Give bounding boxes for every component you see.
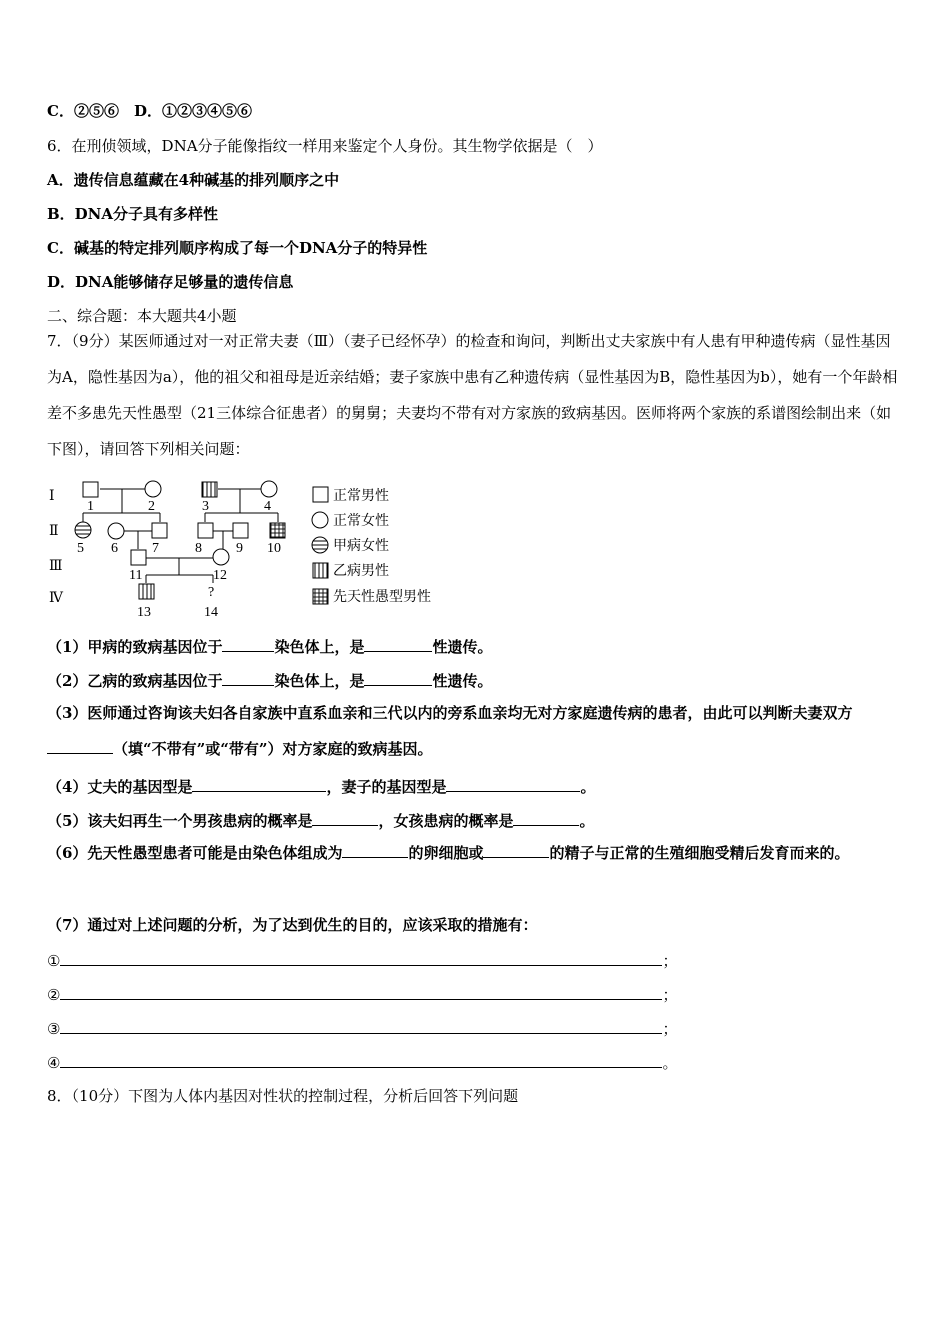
subquestion-text: 染色体上，是 [274,638,365,656]
subquestion-6 [47,835,905,871]
subquestion-4 [47,776,595,797]
measure-end: ； [662,1020,678,1038]
legend-label: 乙病男性 [333,564,389,579]
measure-line-2 [47,984,677,1005]
measure-number: ④ [47,1054,61,1072]
measure-number: ① [47,952,61,970]
legend-label: 正常男性 [333,489,389,504]
subquestion-text: 的卵细胞或 [408,844,484,862]
answer-blank[interactable] [446,776,580,792]
answer-blank[interactable] [312,810,378,826]
answer-blank[interactable] [192,776,326,792]
subquestion-text: ，女孩患病的概率是 [378,812,514,830]
subquestion-text: ，妻子的基因型是 [326,778,447,796]
question-7-stem: 7．（9分）某医师通过对一对正常夫妻（Ⅲ）（妻子已经怀孕）的检查和询问，判断出丈夫家族中有人患有甲种遗传病（显性基因为A，隐性基因为a），他的祖父和祖母是近亲结婚；妻子家族中患有乙种遗传病（显性基因为B，隐性基因为b），她有一个年龄相差不多患先天性愚型（21三体综合征患者）的舅舅；夫妻均不带有对方家族的致病基因。医师将两个家族的系谱图绘制出来（如下图），请回答下列相关问题： [47,332,898,458]
subquestion-text: （3）医师通过咨询该夫妇各自家族中直系血亲和三代以内的旁系血亲均无对方家庭遗传病的患者，由此可以判断夫妻双方 [47,704,853,722]
measure-number: ③ [47,1020,61,1038]
subquestion-text: （6）先天性愚型患者可能是由染色体组成为 [47,844,343,862]
individual-number: 12 [213,568,227,583]
pedigree-chart [45,475,465,625]
individual-number: 3 [202,499,209,514]
individual-number: 5 [77,541,84,556]
section-heading: 二、综合题：本大题共4小题 [47,307,237,325]
individual-number: 7 [152,541,159,556]
subquestion-1 [47,636,492,657]
subquestion-text: 染色体上，是 [274,672,365,690]
individual-number: 11 [129,568,143,583]
measure-line-3 [47,1018,677,1039]
question-6-stem: 6．在刑侦领域，DNA分子能像指纹一样用来鉴定个人身份。其生物学依据是（ ） [47,137,603,155]
answer-blank[interactable] [342,842,408,858]
option-d: D．DNA能够储存足够量的遗传信息 [47,273,294,291]
subquestion-text: （填“不带有”或“带有”）对方家庭的致病基因。 [113,740,433,758]
option-c: C．碱基的特定排列顺序构成了每一个DNA分子的特异性 [47,239,428,257]
subquestion-3 [47,695,905,767]
individual-number: 4 [264,499,271,514]
generation-label: Ⅲ [49,559,63,574]
answer-blank[interactable] [483,842,549,858]
subquestion-2 [47,670,492,691]
answer-blank[interactable] [513,810,579,826]
measure-end: ； [662,952,678,970]
individual-number: 9 [236,541,243,556]
answer-blank[interactable] [60,984,662,1000]
unknown-fetus: ? [208,585,215,600]
individual-number: 2 [148,499,155,514]
answer-blank[interactable] [60,1052,662,1068]
generation-label: Ⅳ [49,591,63,606]
subquestion-text: 。 [579,812,595,830]
subquestion-text: 的精子与正常的生殖细胞受精后发育而来的。 [549,844,850,862]
subquestion-text: 。 [580,778,596,796]
generation-label: Ⅰ [49,489,55,504]
answer-blank[interactable] [222,636,274,652]
measure-line-4 [47,1052,677,1073]
subquestion-5 [47,810,594,831]
answer-blank[interactable] [364,636,432,652]
previous-question-options: C．②⑤⑥ D．①②③④⑤⑥ [47,102,252,120]
subquestion-text: （4）丈夫的基因型是 [47,778,193,796]
generation-label: Ⅱ [49,524,59,539]
subquestion-text: 性遗传。 [432,638,493,656]
legend-label: 先天性愚型男性 [333,590,431,605]
question-8-stem: 8．（10分）下图为人体内基因对性状的控制过程，分析后回答下列问题 [47,1087,519,1105]
legend-label: 正常女性 [333,514,389,529]
option-b: B．DNA分子具有多样性 [47,205,219,223]
answer-blank[interactable] [60,1018,662,1034]
answer-blank[interactable] [60,950,662,966]
subquestion-text: （2）乙病的致病基因位于 [47,672,223,690]
answer-blank[interactable] [47,738,113,754]
individual-number: 10 [267,541,281,556]
measure-end: 。 [662,1054,678,1072]
individual-number: 13 [137,605,151,620]
subquestion-text: 性遗传。 [432,672,493,690]
measure-number: ② [47,986,61,1004]
measure-end: ； [662,986,678,1004]
option-a: A．遗传信息蕴藏在4种碱基的排列顺序之中 [47,171,340,189]
answer-blank[interactable] [364,670,432,686]
individual-number: 1 [87,499,94,514]
individual-number: 6 [111,541,118,556]
subquestion-7: （7）通过对上述问题的分析，为了达到优生的目的，应该采取的措施有： [47,916,538,934]
legend-label: 甲病女性 [333,539,389,554]
answer-blank[interactable] [222,670,274,686]
subquestion-text: （1）甲病的致病基因位于 [47,638,223,656]
measure-line-1 [47,950,677,971]
individual-number: 14 [204,605,218,620]
individual-number: 8 [195,541,202,556]
subquestion-text: （5）该夫妇再生一个男孩患病的概率是 [47,812,313,830]
